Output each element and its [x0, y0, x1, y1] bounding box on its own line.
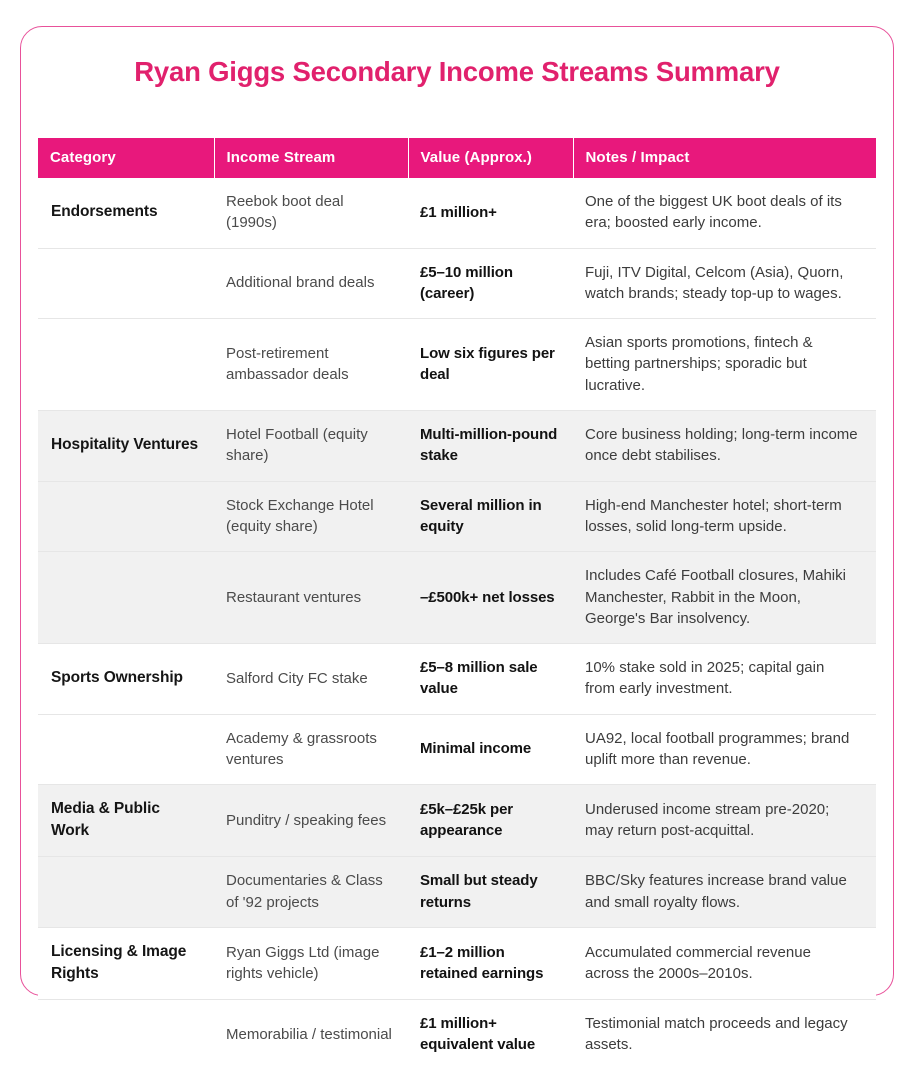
page-title: Ryan Giggs Secondary Income Streams Summary: [134, 56, 780, 87]
cell-notes: One of the biggest UK boot deals of its era; boosted early income.: [585, 193, 842, 232]
cell-income-stream: Post-retirement ambassador deals: [214, 319, 408, 411]
table-row: [38, 785, 876, 857]
cell-income-stream: Academy & grassroots ventures: [214, 714, 408, 785]
cell-notes: Asian sports promotions, fintech & betting partnerships; sporadic but lucrative.: [573, 319, 876, 411]
cell-value: Several million in equity: [408, 481, 573, 552]
cell-notes: Core business holding; long-term income once debt stabilises.: [573, 411, 876, 482]
cell-income-stream: Ryan Giggs Ltd (image rights vehicle): [214, 927, 408, 999]
cell-value: £5–10 million (career): [408, 248, 573, 319]
cell-category: [38, 319, 214, 411]
cell-notes: Underused income stream pre-2020; may return post-acquittal.: [573, 785, 876, 857]
cell-category: [38, 481, 214, 552]
cell-category: [38, 857, 214, 928]
cell-value: £1–2 million retained earnings: [408, 927, 573, 999]
cell-value: £1 million+ equivalent value: [408, 999, 573, 1069]
table-row: [38, 319, 876, 411]
cell-value: Minimal income: [408, 714, 573, 785]
cell-category: [38, 999, 214, 1069]
table-row: [38, 552, 876, 644]
table-row: [38, 411, 876, 482]
cell-category: Endorsements: [51, 203, 158, 221]
cell-value: Multi-million-pound stake: [408, 411, 573, 482]
column-header-category: Category: [38, 138, 214, 178]
table-row: [38, 481, 876, 552]
cell-income-stream: Memorabilia / testimonial: [214, 999, 408, 1069]
cell-notes: 10% stake sold in 2025; capital gain from early investment.: [573, 644, 876, 715]
column-header-income-stream: Income Stream: [214, 138, 408, 178]
table-header: [38, 138, 876, 178]
cell-value: £5–8 million sale value: [408, 644, 573, 715]
cell-notes: BBC/Sky features increase brand value and small royalty flows.: [573, 857, 876, 928]
table-row: [38, 644, 876, 715]
cell-income-stream: Restaurant ventures: [214, 552, 408, 644]
table-row: [38, 714, 876, 785]
cell-value: Low six figures per deal: [408, 319, 573, 411]
table-body: [38, 178, 876, 1070]
column-header-notes: Notes / Impact: [573, 138, 876, 178]
cell-notes: UA92, local football programmes; brand uplift more than revenue.: [573, 714, 876, 785]
cell-notes: Fuji, ITV Digital, Celcom (Asia), Quorn, watch brands; steady top-up to wages.: [573, 248, 876, 319]
cell-income-stream: Punditry / speaking fees: [214, 785, 408, 857]
cell-income-stream: Documentaries & Class of '92 projects: [214, 857, 408, 928]
income-streams-table: [38, 138, 876, 1070]
cell-income-stream: Salford City FC stake: [214, 644, 408, 715]
cell-income-stream: Stock Exchange Hotel (equity share): [214, 481, 408, 552]
table-row: [38, 248, 876, 319]
table-container: [38, 138, 876, 1070]
cell-category: [38, 248, 214, 319]
cell-value: £5k–£25k per appearance: [408, 785, 573, 857]
cell-value: £1 million+: [420, 203, 497, 221]
table-header-row: [38, 138, 876, 178]
cell-notes: High-end Manchester hotel; short-term losses, solid long-term upside.: [573, 481, 876, 552]
cell-category: Hospitality Ventures: [38, 411, 214, 482]
cell-income-stream: Hotel Football (equity share): [214, 411, 408, 482]
cell-value: Small but steady returns: [408, 857, 573, 928]
cell-income-stream: Additional brand deals: [214, 248, 408, 319]
cell-notes: Testimonial match proceeds and legacy assets.: [573, 999, 876, 1069]
column-header-value: Value (Approx.): [408, 138, 573, 178]
table-row: [38, 178, 876, 248]
cell-category: Sports Ownership: [38, 644, 214, 715]
cell-category: [38, 552, 214, 644]
table-row: [38, 999, 876, 1069]
table-row: [38, 857, 876, 928]
cell-notes: Accumulated commercial revenue across the 2000s–2010s.: [573, 927, 876, 999]
cell-category: Licensing & Image Rights: [38, 927, 214, 999]
cell-value: –£500k+ net losses: [408, 552, 573, 644]
table-row: [38, 927, 876, 999]
cell-category: [38, 714, 214, 785]
cell-income-stream: Reebok boot deal (1990s): [226, 193, 344, 232]
cell-notes: Includes Café Football closures, Mahiki Manchester, Rabbit in the Moon, George's Bar insolvency.: [573, 552, 876, 644]
cell-category: Media & Public Work: [38, 785, 214, 857]
summary-card: [20, 26, 894, 1054]
